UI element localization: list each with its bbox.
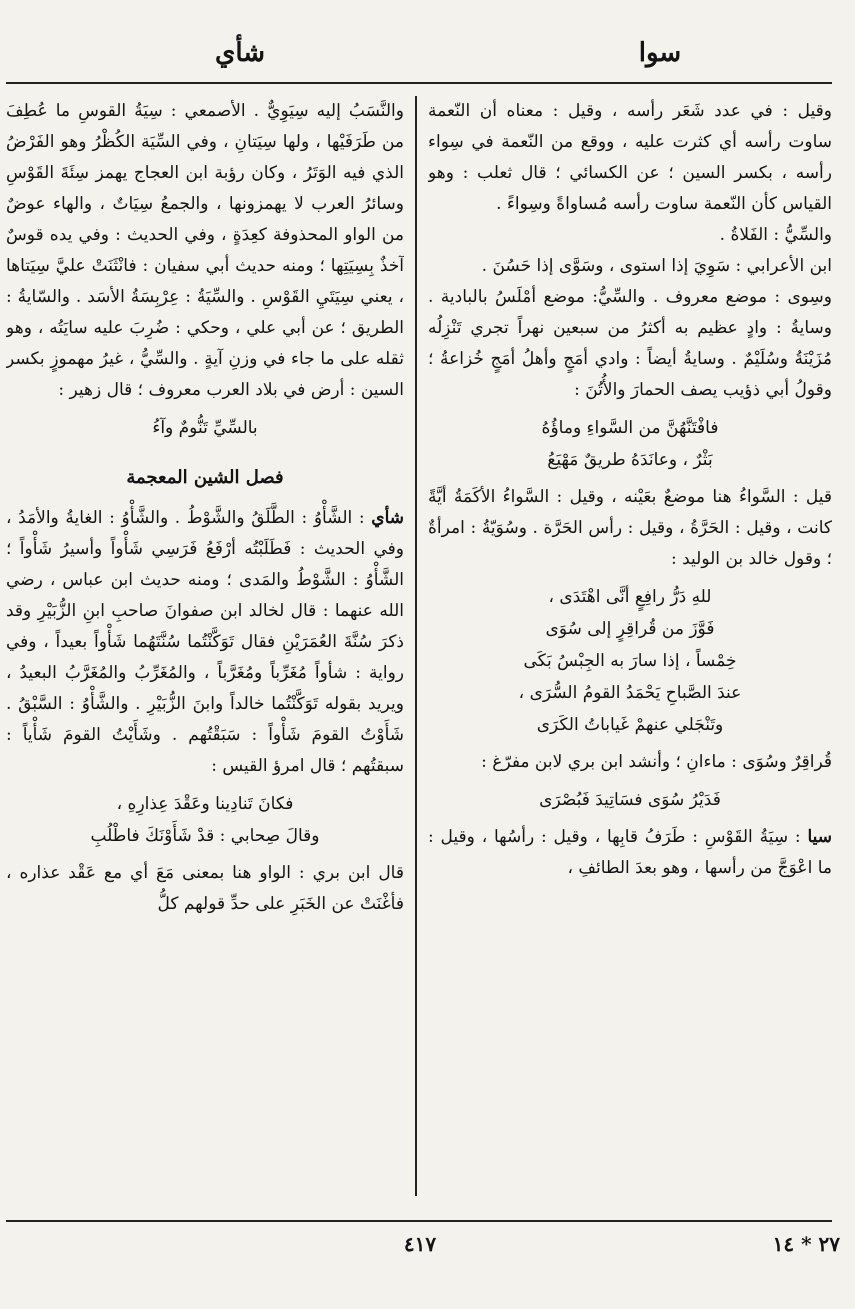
verse-block [428, 784, 832, 816]
verse-line: فكانَ تَنادِينا وعَقْدَ عِذارِهِ ، [116, 794, 294, 814]
page-number: ٤١٧ [403, 1232, 437, 1256]
verse-line: وقالَ صِحابي : قدْ شَأَوْنَكَ فاطْلُبِ [90, 826, 320, 846]
verse-line: فافْتَنَّهُنَّ من السَّواءِ وماؤُهُ [541, 418, 719, 438]
verse-block [428, 412, 832, 476]
top-rule [6, 82, 832, 84]
paragraph: قال ابن بري : الواو هنا بمعنى مَعَ أي مع عَقْد عذاره ، فأغْنَتْ عن الخَبَرِ على حدِّ قولهم كلُّ [6, 863, 404, 914]
right-column [428, 96, 832, 1206]
entry-text: : الشَّأْوُ : الطَّلَقُ والشَّوْطُ . والشَّأْوُ : الغايةُ والأمَدُ ، وفي الحديث : فَطَلَبْتُه أرْفَعُ فَرَسِي شَأْواً وأسيرُ شَأْواً ؛ الشَّأْوُ : الشَّوْطُ والمَدى ؛ ومنه حديث ابن عباس ، رضي الله عنهما : قال لخالد ابن صفوانَ صاحبِ ابنِ الزُّبَيْرِ وقد ذكرَ سُنَّةَ العُمَرَيْنِ فقال تَوَكَّنْتُما سُنَّتَهُما شَأْواً بعيداً ، وفي رواية : شأواً مُغَرِّباً ومُغَرَّباً ، والمُغَرِّبُ والمُغَرَّبُ البعيدُ ، ويريد بقوله تَوَكَّنْتُما خالداً وابنَ الزُّبَيْرِ . والشَّأْوُ : السَّبْقُ . شَأَوْتُ القومَ شَأْواً : سَبَقْتُهم . وشَأَيْتُ القومَ شَأْياً : سبقتُهم ؛ قال امرؤ القيس : [6, 508, 404, 776]
verse-line: خِمْساً ، إذا سارَ به الجِبْسُ بَكَى [523, 651, 737, 671]
header-right-word: سوا [638, 38, 682, 68]
paragraph [428, 822, 832, 884]
paragraph: والسِّيُّ : الفَلاةُ . [719, 225, 832, 245]
section-title: فصل الشين المعجمة [126, 467, 284, 488]
verse-block [6, 788, 404, 852]
paragraph: قُراقِرٌ وسُوَى : ماءانِ ؛ وأنشد ابن بري لابن مفرّغ : [481, 752, 832, 772]
header-left-word: شأي [214, 38, 266, 68]
verse-line: فَوَّزَ من قُراقِرٍ إلى سُوَى [545, 619, 715, 639]
signature-mark: ٢٧ * ١٤ [772, 1232, 840, 1256]
paragraph: قيل : السَّواءُ هنا موضعٌ بعَيْنه ، وقيل : السَّواءُ الأكَمَةُ أيَّةً كانت ، وقيل : الحَرَّةُ ، وقيل : رأس الحَرَّة . وسُوَيّةُ : امرأةٌ ؛ وقول خالد بن الوليد : [428, 487, 832, 569]
paragraph: وقيل : في عدد شَعَر رأسه ، وقيل : معناه أن النّعمة ساوت رأسه أي كثرت عليه ، ووقع من النّعمة في سِواء رأسه ، بكسر السين ؛ عن الكسائي ؛ قال ثعلب : وهو القياس كأن النّعمة ساوت رأسه مُساواةً وسِواءً . [428, 101, 832, 214]
entry-text: : سِيَةُ القَوْسِ : طَرَفُ قابِها ، وقيل : رأسُها ، وقيل : ما اعْوَجَّ من رأسها ، وهو بعدَ الطائفِ ، [428, 827, 832, 878]
left-column [6, 96, 404, 1206]
verse-line: بَثْرٌ ، وعانَدَهُ طريقٌ مَهْيَعُ [547, 450, 713, 470]
verse-line: وتَنْجَلي عنهمْ غَياباتُ الكَرَى [536, 715, 724, 735]
verse-line: للهِ دَرُّ رافِعٍ أنَّى اهْتَدَى ، [548, 587, 712, 607]
paragraph: وسِوى : موضع معروف . والسِّيُّ: موضع أمْلَسُ بالبادية . وسايةُ : وادٍ عظيم به أكثرُ من سبعين نهراً تجري تَنْزِلُه مُزَيْنَةُ وسُلَيْمٌ . وسايةُ أيضاً : وادي أمَجٍ وأهلُ أمَجٍ خُزاعةُ ؛ وقولُ أبي ذؤيب يصف الحمارَ والأُتُنَ : [428, 287, 832, 400]
verse-block [6, 412, 404, 444]
paragraph [6, 503, 404, 782]
verse-line: بالسِّيِّ تَنُّومٌ وآءُ [152, 418, 258, 438]
column-divider [415, 96, 417, 1196]
entry-headword: سيا [807, 827, 832, 847]
entry-headword: شأي [371, 508, 404, 528]
verse-line: عندَ الصَّباحِ يَحْمَدُ القومُ السُّرَى ، [518, 683, 742, 703]
bottom-rule [6, 1220, 832, 1222]
paragraph: ابن الأعرابي : سَوِيَ إذا استوى ، وسَوَّى إذا حَسُنَ . [481, 256, 832, 276]
verse-block [428, 581, 832, 741]
verse-line: فَدَيْرُ سُوَى فسَاتِيدَ فَبُصْرَى [539, 790, 721, 810]
paragraph: والنَّسَبُ إليه سِيَوِيٌّ . الأصمعي : سِيَةُ القوسِ ما عُطِفَ من طَرَفَيْها ، ولها سِيَتانِ ، وفي السِّيَة الكُظْرُ وهو الفَرْضُ الذي فيه الوَتَرُ ، وكان رؤبة ابن العجاج يهمز سِئَةَ القَوْسِ وسائرُ العرب لا يهمزونها ، والجمعُ سِيَاتٌ ، والهاء عوضٌ من الواو المحذوفة كعِدَةٍ ، وفي الحديث : وفي يده قوسٌ آخذٌ بِسِيَتِها ؛ ومنه حديث أبي سفيان : فانْثَنَتْ عليَّ سِيَتاها ، يعني سِيَتَيِ القَوْسِ . والسِّيَةُ : عِرْبِسَةُ الأسَد . والسّايةُ : الطريق ؛ عن أبي علي ، وحكي : ضُرِبَ عليه سايَتُه ، وهو ثقله على ما جاء في وزنِ آيةٍ . والسِّيُّ ، غيرُ مهموزٍ بكسر السين : أرض في بلاد العرب معروف ؛ قال زهير : [6, 101, 404, 400]
